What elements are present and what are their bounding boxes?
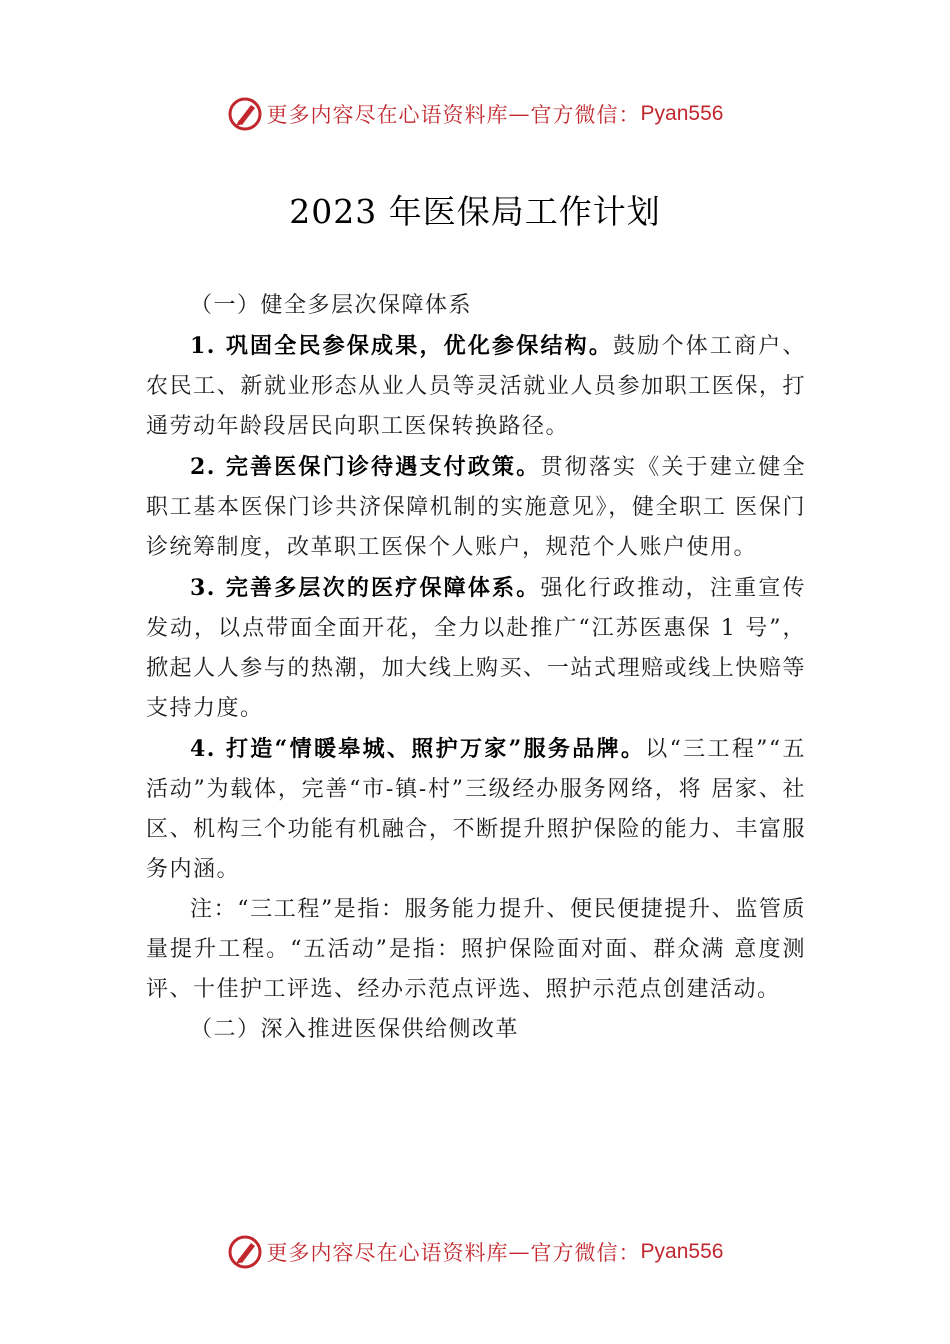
list-item [146, 447, 806, 568]
separator: — [508, 102, 531, 126]
item-lead: 3. 完善多层次的医疗保障体系。 [190, 575, 541, 601]
pen-nib-logo-icon [227, 1234, 263, 1270]
item-lead: 2. 完善医保门诊待遇支付政策。 [190, 454, 541, 480]
item-body: 以“三工程”“五活动”为载体，完善“市-镇-村”三级经办服务网络，将 居家、社区、机构三个功能有机融合，不断提升照护保险的能力、丰富服务内涵。 [146, 737, 807, 882]
pen-nib-logo-icon [227, 96, 263, 132]
list-item [146, 729, 806, 890]
wechat-id: Pyan556 [640, 1240, 724, 1263]
document-title: 2023 年医保局工作计划 [289, 192, 661, 231]
brand-text: 更多内容尽在心语资料库 [266, 1241, 509, 1265]
brand-text: 更多内容尽在心语资料库 [266, 103, 509, 127]
list-item [146, 568, 806, 729]
separator: — [508, 1240, 531, 1264]
section-heading-2: （二）深入推进医保供给侧改革 [190, 1017, 520, 1042]
wechat-id: Pyan556 [640, 102, 724, 125]
item-lead: 1. 巩固全民参保成果，优化参保结构。 [190, 333, 614, 359]
item-body: 贯彻落实《关于建立健全职工基本医保门诊共济保障机制的实施意见》，健全职工 医保门诊统筹制度，改革职工医保个人账户，规范个人账户使用。 [146, 455, 806, 560]
list-item [146, 326, 806, 447]
wechat-label: 官方微信： [530, 1241, 641, 1265]
footer-watermark [0, 1232, 950, 1272]
item-lead: 4. 打造“情暖皋城、照护万家”服务品牌。 [190, 736, 646, 762]
wechat-label: 官方微信： [530, 103, 641, 127]
item-body: 强化行政推动，注重宣传发动，以点带面全面开花，全力以赴推广“江苏医惠保 1 号”，掀起人人参与的热潮，加大线上购买、一站式理赔或线上快赔等支持力度。 [146, 576, 806, 721]
note-paragraph: 注：“三工程”是指：服务能力提升、便民便捷提升、监管质量提升工程。“五活动”是指：照护保险面对面、群众满 意度测评、十佳护工评选、经办示范点评选、照护示范点创建活动。 [146, 897, 806, 1002]
item-body: 鼓励个体工商户、农民工、新就业形态从业人员等灵活就业人员参加职工医保，打通劳动年龄段居民向职工医保转换路径。 [146, 334, 806, 439]
header-watermark [0, 94, 950, 134]
document-body [146, 286, 806, 1050]
section-heading-1: （一）健全多层次保障体系 [190, 293, 473, 318]
